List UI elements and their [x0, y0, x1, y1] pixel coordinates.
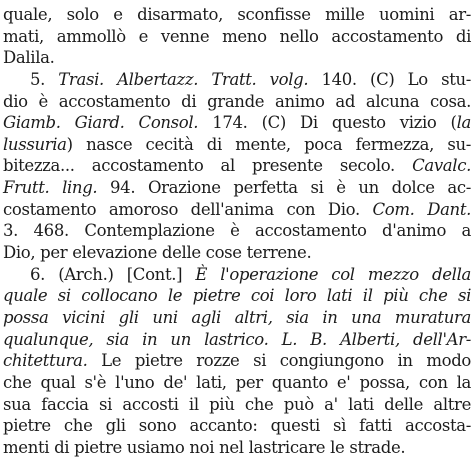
text-segment: bitezza... accostamento al presente secolo.: [3, 156, 413, 176]
italic-text-segment: chitettura.: [3, 351, 88, 371]
text-line: [3, 437, 471, 458]
italic-text-segment: Trasi. Albertazz. Tratt. volg.: [58, 69, 309, 89]
text-segment: 6. (Arch.) [Cont.]: [30, 264, 196, 284]
text-line: [3, 242, 471, 264]
dictionary-page: [3, 4, 471, 458]
text-line: [3, 4, 471, 26]
text-segment: ) nasce cecità di mente, poca fermezza, su-: [66, 134, 471, 154]
text-line: [3, 264, 471, 286]
text-line: [3, 134, 471, 156]
text-line: [3, 91, 471, 113]
italic-text-segment: Cavalc.: [412, 156, 471, 176]
text-line: [3, 285, 471, 307]
text-line: [3, 69, 471, 91]
italic-text-segment: lussuria: [3, 134, 67, 154]
italic-text-segment: quale si collocano le pietre coi loro lati il più che si: [3, 286, 471, 306]
text-segment: dio è accostamento di grande animo ad alcuna cosa.: [3, 91, 471, 111]
text-segment: menti di pietre usiamo noi nel lastricare le strade.: [3, 437, 406, 457]
italic-text-segment: Giamb. Giard. Consol.: [3, 113, 199, 133]
text-line: [3, 26, 471, 48]
italic-text-segment: Com. Dant.: [372, 199, 472, 219]
text-line: [3, 220, 471, 242]
italic-text-segment: la: [456, 113, 471, 133]
text-segment: sua faccia si accosti il più che può a' lati delle altre: [3, 394, 471, 414]
text-line: [3, 177, 471, 199]
text-line: [3, 394, 471, 416]
text-segment: 94. Orazione perfetta si è un dolce ac-: [97, 178, 471, 198]
text-segment: quale, solo e disarmato, sconfisse mille uomini ar-: [3, 5, 471, 24]
text-line: [3, 47, 471, 69]
text-segment: che qual s'è l'uno de' lati, per quanto e' possa, con la: [3, 372, 471, 392]
text-segment: costamento amoroso dell'anima con Dio.: [3, 199, 373, 219]
italic-text-segment: qualunque, sia in un lastrico. L. B. Alberti, dell'Ar-: [3, 329, 471, 349]
italic-text-segment: possa vicini gli uni agli altri, sia in una muratura: [3, 307, 471, 327]
text-segment: mati, ammollò e venne meno nello accostamento di: [3, 26, 471, 46]
text-segment: pietre che gli sono accanto: questi sì fatti accosta-: [3, 416, 471, 436]
text-segment: 140. (C) Lo stu-: [308, 69, 471, 89]
text-segment: 5.: [30, 69, 59, 89]
text-segment: 3. 468. Contemplazione è accostamento d'animo a: [3, 221, 471, 241]
italic-text-segment: È l'operazione col mezzo della: [195, 264, 471, 284]
text-line: [3, 307, 471, 329]
text-line: [3, 372, 471, 394]
italic-text-segment: Frutt. ling.: [3, 178, 98, 198]
text-segment: 174. (C) Di questo vizio (: [198, 113, 457, 133]
text-line: [3, 329, 471, 351]
text-line: [3, 350, 471, 372]
text-line: [3, 415, 471, 437]
text-segment: Dalila.: [3, 48, 55, 68]
text-line: [3, 199, 471, 221]
text-line: [3, 112, 471, 134]
text-segment: Dio, per elevazione delle cose terrene.: [3, 243, 312, 263]
text-line: [3, 155, 471, 177]
text-segment: Le pietre rozze si congiungono in modo: [87, 351, 471, 371]
